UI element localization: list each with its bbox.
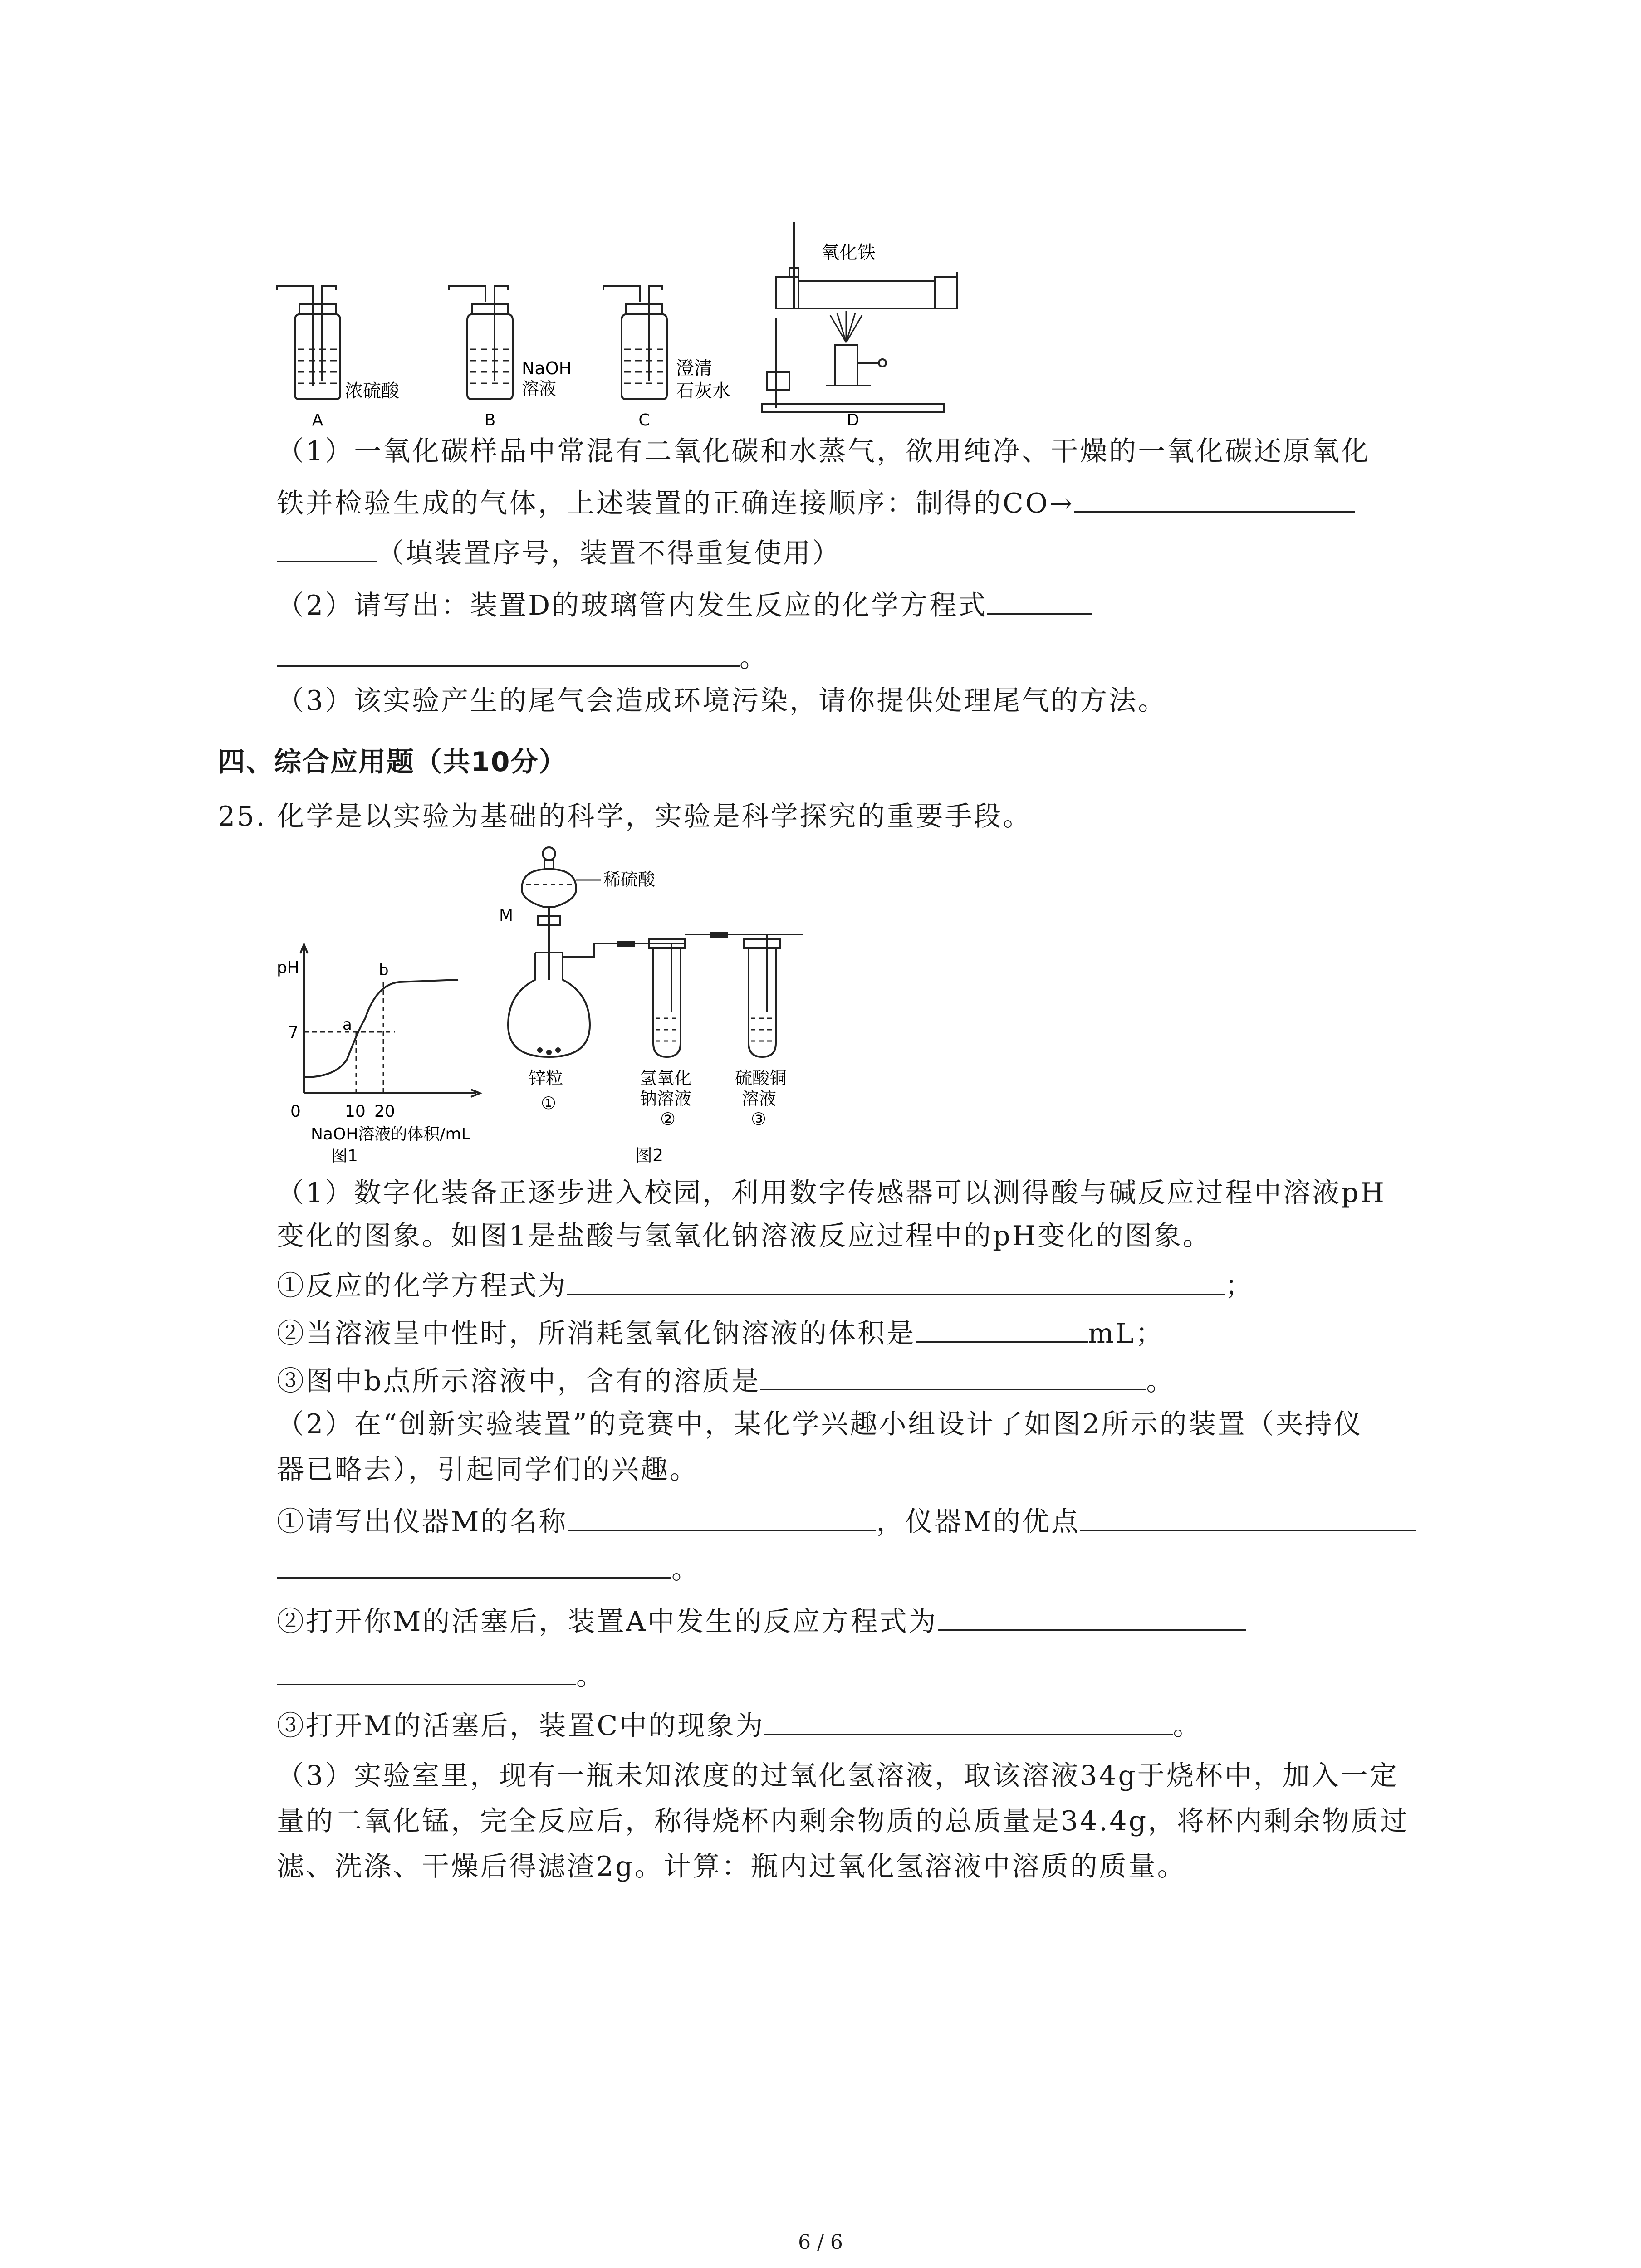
b-liquid-2: 溶液: [522, 379, 557, 399]
rubber-connector: [710, 932, 728, 938]
origin-label: 0: [290, 1102, 301, 1121]
label-a: A: [312, 411, 323, 430]
b-liquid-1: NaOH: [522, 358, 572, 378]
rubber-connector: [617, 941, 635, 947]
q25-p3-line1: （3）实验室里，现有一瓶未知浓度的过氧化氢溶液，取该溶液34g于烧杯中，加入一定: [277, 1760, 1399, 1792]
y-tick-7: 7: [288, 1023, 299, 1042]
q25-p1-line1: （1）数字化装备正逐步进入校园，利用数字传感器可以测得酸与碱反应过程中溶液pH: [277, 1177, 1386, 1209]
q24-p2-line1: （2）请写出：装置D的玻璃管内发生反应的化学方程式: [277, 585, 1092, 624]
m-label: M: [499, 906, 514, 925]
circ2-label: ②: [660, 1109, 676, 1129]
answer-blank[interactable]: [277, 1656, 576, 1685]
zinc-label: 锌粒: [529, 1068, 563, 1088]
q25-s3: ③图中b点所示溶液中，含有的溶质是 。: [277, 1361, 1175, 1399]
a-liquid: 浓硫酸: [345, 381, 399, 401]
answer-blank[interactable]: [567, 1266, 1225, 1295]
answer-blank[interactable]: [916, 1313, 1088, 1343]
q25-s2: ②当溶液呈中性时，所消耗氢氧化钠溶液的体积是 mL；: [277, 1313, 1165, 1352]
page-number: 6 / 6: [798, 2231, 843, 2254]
acid-label: 稀硫酸: [603, 870, 656, 890]
answer-blank[interactable]: [1074, 483, 1355, 513]
q25-p1-line2: 变化的图象。如图1是盐酸与氢氧化钠溶液反应过程中的pH变化的图象。: [277, 1220, 1212, 1252]
answer-blank[interactable]: [987, 585, 1092, 615]
q25-s1: ①反应的化学方程式为 ；: [277, 1266, 1254, 1304]
d-label: 氧化铁: [821, 242, 876, 263]
q24-p1-line1: （1）一氧化碳样品中常混有二氧化碳和水蒸气，欲用纯净、干燥的一氧化碳还原氧化: [277, 435, 1371, 467]
q24-p1-line2: 铁并检验生成的气体，上述装置的正确连接顺序：制得的CO→: [277, 483, 1355, 522]
q24-p1-line3: （填装置序号，装置不得重复使用）: [277, 533, 841, 572]
q25-t2-cont: 。: [277, 1656, 605, 1694]
naoh-label-2: 钠溶液: [640, 1089, 692, 1109]
answer-blank[interactable]: [1080, 1501, 1416, 1531]
figure-1-caption: 图1: [331, 1147, 358, 1165]
q24-p3: （3）该实验产生的尾气会造成环境污染，请你提供处理尾气的方法。: [277, 685, 1167, 717]
answer-blank[interactable]: [938, 1601, 1246, 1631]
point-a: a: [343, 1016, 352, 1034]
x-axis-label: NaOH溶液的体积/mL: [311, 1125, 470, 1144]
q25-p3-line2: 量的二氧化锰，完全反应后，称得烧杯内剩余物质的总质量是34.4g，将杯内剩余物质过: [277, 1805, 1409, 1837]
figure-2-apparatus: [490, 844, 817, 1166]
c-liquid-2: 石灰水: [676, 381, 730, 401]
label-c: C: [638, 411, 650, 430]
ph-curve: [304, 980, 458, 1077]
answer-blank[interactable]: [764, 1706, 1173, 1735]
answer-blank[interactable]: [277, 637, 740, 667]
circ3-label: ③: [751, 1109, 767, 1129]
label-b: B: [484, 411, 496, 430]
x-tick-10: 10: [345, 1102, 366, 1121]
apparatus-figure-abcd: [268, 213, 966, 431]
answer-blank[interactable]: [760, 1361, 1146, 1390]
figure-1-ph-curve: [268, 939, 522, 1166]
q25-t1: ①请写出仪器M的名称 ，仪器M的优点: [277, 1501, 1416, 1540]
q25-p3-line3: 滤、洗涤、干燥后得滤渣2g。计算：瓶内过氧化氢溶液中溶质的质量。: [277, 1851, 1186, 1882]
y-axis-label: pH: [277, 958, 299, 977]
q25-t2: ②打开你M的活塞后，装置A中发生的反应方程式为: [277, 1601, 1246, 1640]
c-liquid-1: 澄清: [676, 358, 712, 379]
answer-blank[interactable]: [277, 533, 377, 562]
cuso4-label-2: 溶液: [742, 1089, 777, 1109]
q25-p2-line1: （2）在“创新实验装置”的竞赛中，某化学兴趣小组设计了如图2所示的装置（夹持仪: [277, 1408, 1363, 1440]
point-b: b: [379, 961, 389, 979]
x-tick-20: 20: [374, 1102, 395, 1121]
q25-stem: 25. 化学是以实验为基础的科学，实验是科学探究的重要手段。: [218, 801, 1032, 832]
answer-blank[interactable]: [277, 1549, 671, 1579]
circ1-label: ①: [541, 1093, 557, 1113]
cuso4-label-1: 硫酸铜: [735, 1068, 787, 1088]
answer-blank[interactable]: [568, 1501, 876, 1531]
figure-2-caption: 图2: [635, 1145, 664, 1165]
q25-t3: ③打开M的活塞后，装置C中的现象为 。: [277, 1706, 1202, 1744]
q25-p2-line2: 器已略去），引起同学们的兴趣。: [277, 1454, 699, 1486]
q25-t1-cont: 。: [277, 1549, 700, 1588]
naoh-label-1: 氢氧化: [640, 1068, 692, 1088]
q24-p2-line2: 。: [277, 637, 769, 676]
label-d: D: [847, 411, 859, 430]
section-title: 四、综合应用题（共10分）: [218, 746, 567, 778]
